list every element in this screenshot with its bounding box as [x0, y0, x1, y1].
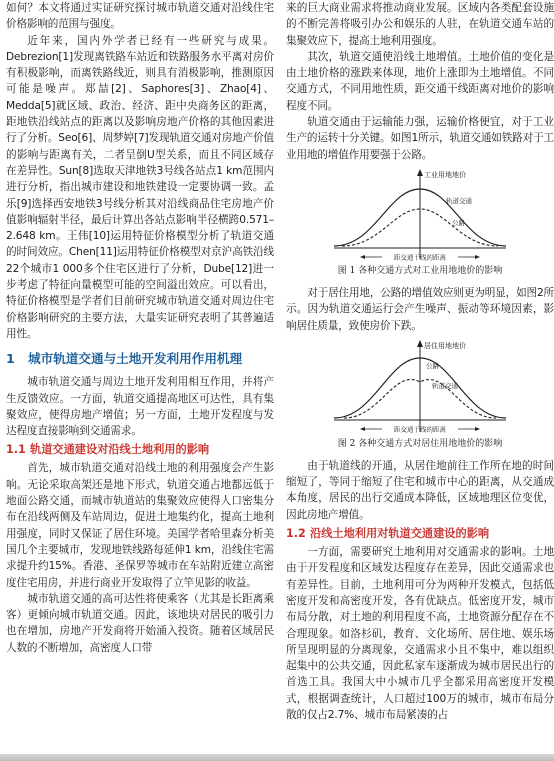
bottom-scrollbar[interactable]	[0, 754, 554, 761]
paragraph: 城市轨道交通与周边土地开发利用相互作用，并将产生反馈效应。一方面，轨道交通提高地区可达性，具有集聚效应，使得房地产增值；另一方面，土地开发程度与发达程度直接影响到交通需求。	[6, 376, 274, 438]
right-column	[286, 0, 554, 723]
subsection-number: 1.1	[6, 443, 26, 457]
paragraph: 轨道交通由于运输能力强，运输价格便宜，对于工业生产的运转十分关键。如图1所示，轨道交通如铁路对于工业用地的增值作用要强于公路。	[286, 116, 554, 161]
section-number: 1	[6, 351, 15, 367]
y-axis-label: 工业用地地价	[424, 170, 466, 179]
paragraph: 首先，城市轨道交通对沿线土地的利用强度会产生影响。无论采取高架还是地下形式，轨道交通占地都远低于地面公路交通，而城市轨道站的集聚效应使得人口密集分布在沿线两侧及车站周边，促进土地集约化，提高土地利用强度，同时又保证了居住环境。美国学者哈里森分析美国几个主要城市，发现地铁线路每延伸1 km，沿线住宅需求提升约15%。香港、圣保罗等城市在车站附近建立高密度住宅用房，并进行商业开发取得了立竿见影的收益。	[6, 462, 274, 589]
y-axis-arrow	[417, 169, 423, 176]
figure-1-diagram	[320, 167, 520, 263]
figure-1	[286, 167, 554, 278]
curve-rail-label: 轨道交通	[446, 196, 472, 205]
subsection-heading	[286, 525, 554, 542]
figure-2-caption: 图 2 各种交通方式对居住用地地价的影响	[337, 438, 503, 449]
section-heading	[6, 350, 274, 368]
paragraph: 一方面，需要研究土地利用对交通需求的影响。土地由于开发程度和区域发达程度存在差异，因此交通需求也有差异性。目前，土地利用可分为两种开发模式，包括低密度开发和高密度开发，各有优缺点。低密度开发，城市布局分散，对土地的利用程度不高，土地资源分配存在不合理现象。如洛杉矶，教育、文化场所、居住地、娱乐场所呈现明显的分离现象，交通需求小且不集中，难以组织起集中的公共交通，因此私家车逐渐成为城市居民出行的首选工具。我国大中小城市几乎全都采用高密度开发模式，根据调查统计，人口超过100万的城市，城市布局分散的仅占2.7%、城市布局紧凑的占	[286, 546, 554, 722]
paragraph: 对于居住用地，公路的增值效应则更为明显，如图2所示。因为轨道交通运行会产生噪声、振动等环境因素，影响居住质量，致使房价下跌。	[286, 286, 554, 332]
paragraph: 城市轨道交通的高可达性将使乘客（尤其是长距离乘客）更倾向城市轨道交通。因此，该地块对居民的吸引力也在增加，房地产开发商将开始涌入投资。随着区域居民人数的不断增加，高密度人口带	[6, 592, 274, 654]
subsection-number: 1.2	[286, 527, 306, 541]
paragraph: 由于轨道线的开通，从居住地前往工作所在地的时间缩短了，等同于缩短了住宅和城市中心的距离，从交通成本角度，居民的出行交通成本降低，区域地理区位变优，因此房地产增值。	[286, 459, 554, 521]
y-axis-arrow	[417, 340, 423, 347]
x-axis-label: 距交通干线的距离	[394, 253, 446, 262]
y-axis-label: 居住用地地价	[424, 341, 466, 350]
curve-road-label: 公路	[452, 218, 465, 227]
section-title: 城市轨道交通与土地开发利用作用机理	[28, 351, 243, 367]
subsection-heading	[6, 441, 274, 458]
x-axis-label: 距交通干线的距离	[394, 425, 446, 434]
figure-2	[286, 338, 554, 451]
figure-1-caption: 图 1 各种交通方式对工业用地地价的影响	[337, 265, 503, 276]
paragraph: 来的巨大商业需求将推动商业发展。区域内各类配套设施的不断完善将吸引办公和娱乐的人驻，在轨道交通车站的集聚效应下，提高土地利用强度。	[286, 2, 554, 47]
paragraph-literature-review: 近年来，国内外学者已经有一些研究与成果。Debrezion[1]发现离铁路车站近和铁路服务水平离对房价有积极影响，而离铁路线近，则具有消极影响，推测原因可能是噪声。郑喆[2]、Saphores[3]、Zhao[4]、Medda[5]就区域、政治、经济、距中央商务区的距离，距地铁沿线站点的距离以及影响房地产价格的其他因素进行了分析。Seo[6]、周梦婷[7]发现轨道交通对房地产价值的影响与距离有关，二者呈倒U型关系，而且不同区域存在差异性。Sun[8]选取天津地铁3号线各站点1 km范围内进行分析，指出城市建设和地铁建设一定要协调一致。孟乐[9]选择西安地铁3号线分析其对沿线商品住宅房地产价值影响辐射半径，最后计算出各站点影响半径横跨0.571–2.648 km。王伟[10]运用特征价格模型分析了轨道交通的时间效应。Chen[11]运用特征价格模型对京沪高铁沿线22个城市1 000多个住宅区进行了分析，Dube[12]进一步考虑了特征向量模型可能的空间溢出效应。可以看出，特征价格模型是学者们目前研究城市轨道交通对周边住宅价格影响研究的主要方法，大量实证研究表明了其普遍适用性。	[6, 34, 274, 340]
figure-2-diagram	[320, 338, 520, 436]
paragraph: 如何？本文将通过实证研究探讨城市轨道交通对沿线住宅价格影响的范围与强度。	[6, 2, 274, 31]
subsection-title: 沿线土地利用对轨道交通建设的影响	[310, 527, 490, 541]
left-column	[6, 0, 274, 656]
curve-rail-label: 轨道交通	[432, 381, 458, 390]
paragraph: 其次，轨道交通使沿线土地增值。土地价值的变化是由土地价格的涨跌来体现，地价上涨即为土地增值。不同交通方式，不同用地性质，距交通干线距离对地价的影响程度不同。	[286, 50, 554, 112]
curve-road-label: 公路	[426, 361, 439, 370]
subsection-title: 轨道交通建设对沿线土地利用的影响	[30, 443, 210, 457]
